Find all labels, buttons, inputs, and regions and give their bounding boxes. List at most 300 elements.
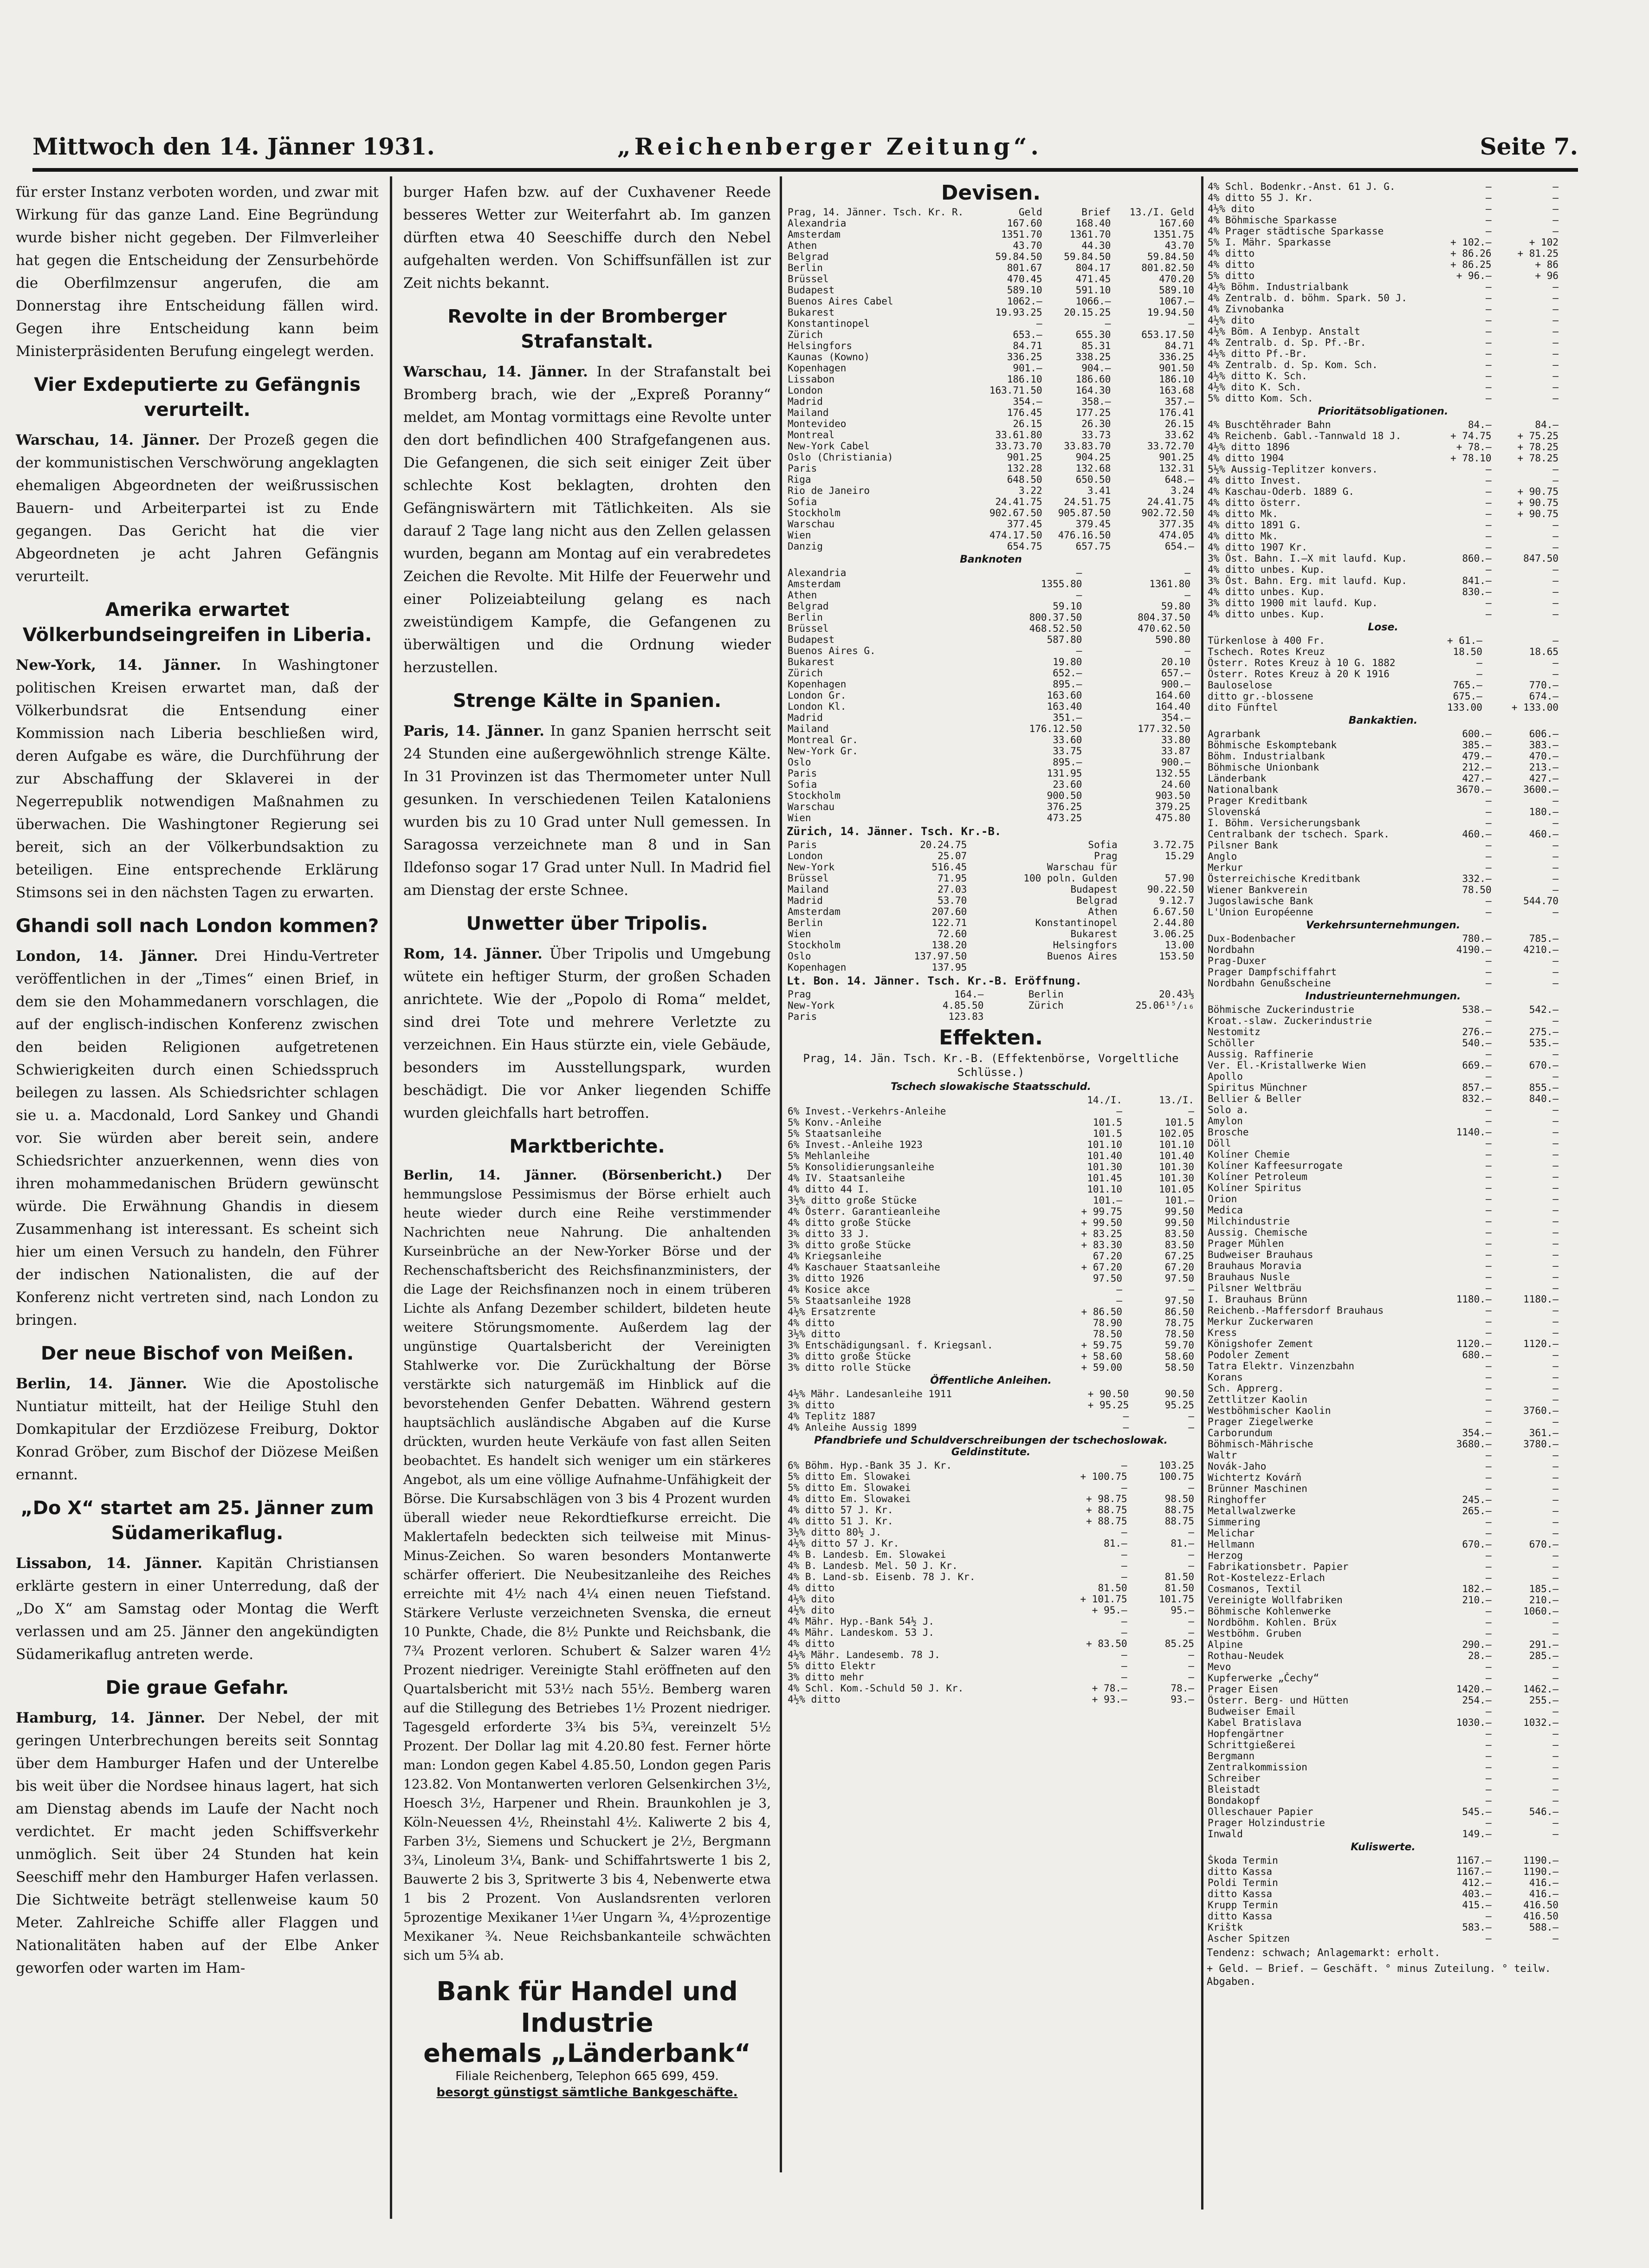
oeff-subheading: Öffentliche Anleihen. xyxy=(930,1375,1052,1387)
dateline: New-York, 14. Jänner. xyxy=(16,657,221,674)
table-row xyxy=(787,690,1195,701)
row-value: 654.75 xyxy=(1007,541,1042,552)
table-row xyxy=(1207,192,1559,203)
row-value: — xyxy=(1485,1249,1492,1260)
row-label: Merkur xyxy=(1208,862,1243,873)
table-row xyxy=(1207,728,1559,739)
row-value: 379.25 xyxy=(1155,801,1191,812)
table-row xyxy=(787,1571,1195,1582)
dateline: Warschau, 14. Jänner. xyxy=(403,363,588,380)
table-row xyxy=(1207,1672,1559,1684)
row-label: Budweiser Brauhaus xyxy=(1208,1249,1313,1260)
table-row xyxy=(1207,691,1559,702)
table-row xyxy=(1207,1784,1559,1795)
row-value: — xyxy=(1485,1316,1492,1327)
row-value: 33.61.80 xyxy=(995,429,1042,441)
row-value: 213.— xyxy=(1529,762,1558,773)
row-label: 5% I. Mähr. Sparkasse xyxy=(1208,237,1331,248)
row-value: Warschau für xyxy=(1047,862,1118,873)
table-row xyxy=(1207,1327,1559,1338)
row-value: — xyxy=(1485,978,1492,989)
row-value: 2.44.80 xyxy=(1153,917,1194,928)
row-value: 474.17.50 xyxy=(989,530,1042,541)
table-row xyxy=(787,496,1195,507)
row-label: 4½% dito xyxy=(788,1594,835,1605)
row-label: Wiener Bankverein xyxy=(1208,884,1307,895)
row-label: Oslo (Christiania) xyxy=(788,452,893,463)
row-value: 122.71 xyxy=(931,917,967,928)
row-label: Brosche xyxy=(1208,1127,1249,1138)
row-value: 338.25 xyxy=(1075,351,1111,363)
continued-article: burger Hafen bzw. auf der Cuxhavener Reede besseres Wetter zur Weiterfahrt ab. Im ganzen dürften etwa 40 Seeschiffe durch den Nebel aufgehalten werden. Von Schiffsunfällen ist zur Zeit nichts bekannt. xyxy=(403,184,771,292)
row-label: Berlin xyxy=(788,262,823,273)
row-value: 800.37.50 xyxy=(1029,612,1082,623)
row-value: — xyxy=(1552,564,1558,575)
row-value: — xyxy=(1552,851,1558,862)
dateline: Rom, 14. Jänner. xyxy=(403,946,543,962)
row-value: 653.— xyxy=(1013,329,1042,340)
table-row xyxy=(1207,1628,1559,1639)
row-value: — xyxy=(1552,1160,1558,1171)
row-label: New-York Gr. xyxy=(788,745,858,757)
row-value: 785.— xyxy=(1529,933,1558,944)
table-row xyxy=(787,418,1195,429)
row-value: 1180.— xyxy=(1456,1294,1492,1305)
row-value: 90.50 xyxy=(1164,1388,1194,1400)
row-label: Sch. Apprerg. xyxy=(1208,1383,1284,1394)
row-value xyxy=(1191,590,1195,601)
table-row xyxy=(787,340,1195,351)
row-label: Montreal xyxy=(788,429,835,441)
row-value: — xyxy=(1121,1560,1127,1571)
table-row xyxy=(1207,1888,1559,1899)
row-value: 403.— xyxy=(1462,1888,1492,1899)
row-label: 4% ditto xyxy=(1208,248,1255,259)
table-row xyxy=(787,363,1195,374)
row-value: — xyxy=(1485,1182,1492,1193)
row-label: Spiritus Münchner xyxy=(1208,1082,1307,1093)
row-value: + 86.50 xyxy=(1081,1306,1123,1317)
row-label: Königshofer Zement xyxy=(1208,1338,1313,1349)
row-label: Belgrad xyxy=(788,601,829,612)
row-label: Österr. Rotes Kreuz à 10 G. 1882 xyxy=(1208,657,1396,668)
row-value: — xyxy=(1485,1216,1492,1227)
row-value: — xyxy=(1552,1795,1558,1806)
row-value: — xyxy=(1485,1149,1492,1160)
row-value: — xyxy=(1485,966,1492,978)
row-value: 101.— xyxy=(1164,1195,1194,1206)
row-value: 88.75 xyxy=(1164,1504,1194,1516)
row-label: 4% Kaschauer Staatsanleihe xyxy=(788,1262,940,1273)
row-value: — xyxy=(1552,1283,1558,1294)
row-value: — xyxy=(1552,1216,1558,1227)
row-value: — xyxy=(1552,1828,1558,1840)
row-label: Stockholm xyxy=(788,790,841,801)
row-value: 427.— xyxy=(1462,773,1492,784)
row-label: Warschau xyxy=(788,801,835,812)
table-row xyxy=(1207,1550,1559,1561)
row-label: 3% ditto 1900 mit laufd. Kup. xyxy=(1208,597,1378,609)
table-row xyxy=(1207,1127,1559,1138)
row-label: 4½% ditto 1896 xyxy=(1208,441,1290,453)
row-label: Solo a. xyxy=(1208,1104,1249,1115)
article-text: Kapitän Christiansen erklärte gestern in einer Unterredung, daß der „Do X“ am Samstag oder Montag die Werft verlassen und am 25. Jänner den angekündigten Südamerikaflug antreten werde. xyxy=(16,1555,379,1663)
row-label: Österr. Rotes Kreuz à 20 K 1916 xyxy=(1208,668,1390,680)
table-row xyxy=(1207,575,1559,586)
table-row xyxy=(1207,1427,1559,1439)
row-label: Budapest xyxy=(788,634,835,645)
row-value: 832.— xyxy=(1462,1093,1492,1104)
row-value: — xyxy=(1188,1411,1194,1422)
row-value: 383.— xyxy=(1529,739,1558,751)
row-label: Rothau-Neudek xyxy=(1208,1650,1284,1661)
row-value: 33.83.70 xyxy=(1064,441,1111,452)
row-value: — xyxy=(1485,851,1492,862)
row-value: 44.30 xyxy=(1081,240,1111,251)
verk-subheading: Verkehrsunternehmungen. xyxy=(1306,920,1461,931)
ad-line-1: Bank für Handel und Industrie xyxy=(436,1976,738,2038)
row-value: 53.70 xyxy=(938,895,967,906)
row-label: 4% Schl. Bodenkr.-Anst. 61 J. G. xyxy=(1208,181,1396,192)
table-row xyxy=(787,590,1195,601)
row-value: 167.60 xyxy=(1159,218,1194,229)
row-value: 801.67 xyxy=(1007,262,1042,273)
row-value: 3.22 xyxy=(1019,485,1042,496)
row-label: ditto Kassa xyxy=(1208,1911,1273,1922)
effekten-title: Effekten. xyxy=(939,1026,1043,1050)
row-value xyxy=(984,1011,1064,1022)
row-value: 67.20 xyxy=(1164,1262,1194,1273)
kux-subheading: Kuliswerte. xyxy=(1351,1841,1416,1853)
row-value: 59.70 xyxy=(1164,1340,1194,1351)
row-value: — xyxy=(1485,519,1492,531)
row-value: — xyxy=(1485,1750,1492,1762)
row-label: Merkur Zuckerwaren xyxy=(1208,1316,1313,1327)
row-value: 59.10 xyxy=(1053,601,1082,612)
row-value xyxy=(1119,962,1195,973)
row-value: 1361.80 xyxy=(1149,578,1191,590)
row-value: 1355.80 xyxy=(1041,578,1082,590)
row-value: — xyxy=(1485,508,1492,519)
row-label: Schreiber xyxy=(1208,1773,1261,1784)
row-value: 377.35 xyxy=(1159,518,1194,530)
row-label: Melichar xyxy=(1208,1528,1255,1539)
row-value xyxy=(1191,812,1195,823)
row-value: + 99.75 xyxy=(1081,1206,1123,1217)
table-row xyxy=(1207,773,1559,784)
row-value: 1030.— xyxy=(1456,1717,1492,1728)
table-row xyxy=(787,329,1195,340)
row-value: 471.45 xyxy=(1075,273,1111,285)
table-row xyxy=(787,951,1195,962)
table-row xyxy=(787,1106,1195,1117)
row-label: Metallwalzwerke xyxy=(1208,1505,1296,1516)
row-value: 101.10 xyxy=(1159,1139,1194,1150)
table-row xyxy=(787,1683,1195,1694)
row-label: Prag-Duxer xyxy=(1208,955,1267,966)
table-row xyxy=(787,601,1195,612)
row-label: Slovenská xyxy=(1208,806,1261,817)
row-label: Zettlitzer Kaolin xyxy=(1208,1394,1307,1405)
row-label: Reichenb.-Maffersdorf Brauhaus xyxy=(1208,1305,1384,1316)
table-row xyxy=(1207,1684,1559,1695)
row-value: 101.5 xyxy=(1164,1117,1194,1128)
row-label: Stockholm xyxy=(788,940,841,951)
row-value: — xyxy=(1552,1494,1558,1505)
row-value: — xyxy=(1485,1305,1492,1316)
row-label: 4% ditto Em. Slowakei xyxy=(788,1493,911,1504)
row-value: 101.30 xyxy=(1159,1161,1194,1173)
table-row xyxy=(1207,1026,1559,1037)
row-value: — xyxy=(1552,1171,1558,1182)
row-value: 770.— xyxy=(1529,680,1558,691)
table-row xyxy=(1207,635,1559,646)
table-row xyxy=(1207,464,1559,475)
table-row xyxy=(787,779,1195,790)
article-bischof xyxy=(16,1373,379,1486)
row-label: Wichtertz Kovárň xyxy=(1208,1472,1302,1483)
row-value: — xyxy=(1552,1149,1558,1160)
row-value: 85.31 xyxy=(1081,340,1111,351)
row-value: — xyxy=(1485,817,1492,829)
row-label: Rio de Janeiro xyxy=(788,485,870,496)
row-value: — xyxy=(1184,645,1191,656)
row-label: Korans xyxy=(1208,1372,1243,1383)
row-label: 4% ditto 1891 G. xyxy=(1208,519,1302,531)
table-row xyxy=(1207,419,1559,430)
row-label: 3% ditto große Stücke xyxy=(788,1239,911,1251)
row-value: 3670.— xyxy=(1456,784,1492,795)
row-value: 95.25 xyxy=(1164,1400,1194,1411)
table-row xyxy=(1207,1294,1559,1305)
row-value: 1140.— xyxy=(1456,1127,1492,1138)
row-value: 13.00 xyxy=(1164,940,1194,951)
row-label: Prager Mühlen xyxy=(1208,1238,1284,1249)
row-value: — xyxy=(1552,1227,1558,1238)
table-row xyxy=(787,1422,1195,1433)
row-label: Herzog xyxy=(1208,1550,1243,1561)
row-value: + 78.— xyxy=(1456,441,1492,453)
row-value: Prag xyxy=(1094,850,1118,862)
row-value: — xyxy=(1552,1127,1558,1138)
row-value: + 83.50 xyxy=(1086,1638,1127,1649)
table-row xyxy=(1207,1795,1559,1806)
row-value: — xyxy=(1485,1550,1492,1561)
row-label: 4% Teplitz 1887 xyxy=(788,1411,876,1422)
table-row xyxy=(787,1582,1195,1594)
row-label: 3% Entschädigungsanl. f. Kriegsanl. xyxy=(788,1340,993,1351)
table-row xyxy=(787,1649,1195,1660)
row-value: 590.80 xyxy=(1155,634,1191,645)
row-label: Böhmische Eskomptebank xyxy=(1208,739,1337,751)
row-value: 895.— xyxy=(1053,757,1082,768)
row-label: Brüssel xyxy=(788,873,829,884)
row-value: 516.45 xyxy=(931,862,967,873)
row-value: 177.32.50 xyxy=(1138,723,1191,734)
table-row xyxy=(1207,542,1559,553)
table-row xyxy=(787,1400,1195,1411)
row-value: — xyxy=(1485,1049,1492,1060)
row-label: Prager Ziegelwerke xyxy=(1208,1416,1313,1427)
row-label: 4% ditto Mk. xyxy=(1208,508,1278,519)
row-value: — xyxy=(1552,1784,1558,1795)
row-label: Apollo xyxy=(1208,1071,1243,1082)
table-row xyxy=(1207,1695,1559,1706)
row-value: 33.75 xyxy=(1053,745,1082,757)
table-row xyxy=(787,656,1195,667)
row-value: — xyxy=(1552,542,1558,553)
row-value: 654.— xyxy=(1164,541,1194,552)
table-row xyxy=(1207,1182,1559,1193)
row-label: Montreal Gr. xyxy=(788,734,858,745)
row-value: — xyxy=(1188,1560,1194,1571)
table-row xyxy=(787,723,1195,734)
row-value: 27.03 xyxy=(938,884,967,895)
row-value: 847.50 xyxy=(1523,553,1558,564)
row-value: + 75.25 xyxy=(1517,430,1558,441)
table-row xyxy=(1207,895,1559,907)
row-value: — xyxy=(1552,192,1558,203)
row-value: 101.— xyxy=(1093,1195,1123,1206)
table-row xyxy=(787,485,1195,496)
row-label: Schöller xyxy=(1208,1037,1255,1049)
row-value: 351.— xyxy=(1053,712,1082,723)
row-label: Zürich xyxy=(788,667,823,679)
table-row xyxy=(1207,840,1559,851)
row-value: 26.15 xyxy=(1164,418,1194,429)
row-value xyxy=(1191,801,1195,812)
row-value: — xyxy=(1552,1628,1558,1639)
table-row xyxy=(787,1184,1195,1195)
row-label: Böhmische Zuckerindustrie xyxy=(1208,1004,1355,1015)
row-label: Milchindustrie xyxy=(1208,1216,1290,1227)
row-value: + 83.30 xyxy=(1081,1239,1123,1251)
table-row xyxy=(1207,315,1559,326)
table-row xyxy=(1207,1483,1559,1494)
row-label: 4% ditto Mk. xyxy=(1208,531,1278,542)
row-value: 254.— xyxy=(1462,1695,1492,1706)
row-value: Buenos Aires xyxy=(1047,951,1118,962)
row-value: 163.71.50 xyxy=(989,385,1042,396)
row-label: Kaunas (Kowno) xyxy=(788,351,870,363)
table-row xyxy=(1207,441,1559,453)
row-value: — xyxy=(1485,1104,1492,1115)
row-value: Bukarest xyxy=(1070,928,1118,940)
row-value: — xyxy=(1121,1616,1127,1627)
row-label: 4½% Böm. A Ienbyp. Anstalt xyxy=(1208,326,1360,337)
row-label: Nordböhm. Kohlen. Brüx xyxy=(1208,1617,1337,1628)
row-value: — xyxy=(1121,1660,1127,1672)
table-row xyxy=(787,1694,1195,1705)
row-value: 153.50 xyxy=(1159,951,1194,962)
row-value: 901.50 xyxy=(1159,363,1194,374)
table-row xyxy=(787,296,1195,307)
column-1 xyxy=(14,181,381,2219)
row-value: 101.45 xyxy=(1087,1173,1123,1184)
table-row xyxy=(1207,370,1559,382)
row-value: + 86.25 xyxy=(1450,259,1492,270)
row-label: Lissabon xyxy=(788,374,835,385)
row-value: 276.— xyxy=(1462,1026,1492,1037)
row-value: 95.— xyxy=(1170,1605,1194,1616)
row-label: 4% ditto große Stücke xyxy=(788,1217,911,1228)
table-row xyxy=(1207,1450,1559,1461)
row-value: — xyxy=(1485,531,1492,542)
row-value: — xyxy=(1552,1316,1558,1327)
table-row xyxy=(1207,1093,1559,1104)
row-value: 98.50 xyxy=(1164,1493,1194,1504)
row-value: 361.— xyxy=(1529,1427,1558,1439)
row-value: 3.72.75 xyxy=(1153,839,1194,850)
row-label: Westböhm. Gruben xyxy=(1208,1628,1302,1639)
row-value: 133.00 xyxy=(1447,702,1482,713)
row-value: 33.60 xyxy=(1053,734,1082,745)
row-value: 470.45 xyxy=(1007,273,1042,285)
headline-liberia: Amerika erwartet Völkerbundseingreifen in Liberia. xyxy=(22,599,372,646)
table-row xyxy=(1207,1260,1559,1271)
table-row xyxy=(787,1117,1195,1128)
table-row xyxy=(787,507,1195,518)
row-value: 72.60 xyxy=(938,928,967,940)
headline-ghandi: Ghandi soll nach London kommen? xyxy=(15,915,379,937)
row-value: 265.— xyxy=(1462,1505,1492,1516)
row-value: 3.06.25 xyxy=(1153,928,1194,940)
table-row xyxy=(787,1251,1195,1262)
row-label: ditto gr.-blossene xyxy=(1208,691,1313,702)
row-value: 26.30 xyxy=(1081,418,1111,429)
row-value: — xyxy=(1485,214,1492,226)
table-row xyxy=(1207,1349,1559,1361)
header-cell: 13./I. Geld xyxy=(1129,207,1194,218)
table-row xyxy=(787,1351,1195,1362)
market-tendency: Tendenz: schwach; Anlagemarkt: erholt. xyxy=(1207,1947,1441,1959)
row-label: Amsterdam xyxy=(788,906,841,917)
row-label: Tatra Elektr. Vinzenzbahn xyxy=(1208,1361,1355,1372)
row-value: — xyxy=(1552,1762,1558,1773)
row-label: Medica xyxy=(1208,1205,1243,1216)
row-label: 4% B. Landesb. Mel. 50 J. Kr. xyxy=(788,1560,958,1571)
dateline: Lissabon, 14. Jänner. xyxy=(16,1555,203,1572)
row-value: 163.60 xyxy=(1047,690,1082,701)
row-value: 1032.— xyxy=(1523,1717,1558,1728)
table-row xyxy=(787,1411,1195,1422)
row-label: Kolíner Spiritus xyxy=(1208,1182,1302,1193)
row-label: Kolíner Chemie xyxy=(1208,1149,1290,1160)
table-row xyxy=(1207,1049,1559,1060)
row-value: — xyxy=(1485,497,1492,508)
row-value: — xyxy=(1485,1784,1492,1795)
row-value: 670.— xyxy=(1529,1539,1558,1550)
header-cell: 13./I. xyxy=(1159,1095,1194,1106)
eroeffnung-heading: Lt. Bon. 14. Jänner. Tsch. Kr.-B. Eröffnung. xyxy=(787,974,1082,987)
row-value: — xyxy=(1188,318,1194,329)
row-label: Kopenhagen xyxy=(788,962,847,973)
row-value: — xyxy=(1485,1795,1492,1806)
row-value: — xyxy=(1485,564,1492,575)
row-label: Kress xyxy=(1208,1327,1237,1338)
row-value: 57.90 xyxy=(1164,873,1194,884)
row-label: 5% ditto xyxy=(1208,270,1255,281)
row-value: 291.— xyxy=(1529,1639,1558,1650)
row-value: 3.41 xyxy=(1087,485,1111,496)
row-value: — xyxy=(1552,1015,1558,1026)
row-value: 606.— xyxy=(1529,728,1558,739)
row-value: 138.20 xyxy=(931,940,967,951)
row-label: Bukarest xyxy=(788,656,835,667)
table-row xyxy=(787,441,1195,452)
row-value: + 86 xyxy=(1535,259,1558,270)
row-label: Simmering xyxy=(1208,1516,1261,1528)
